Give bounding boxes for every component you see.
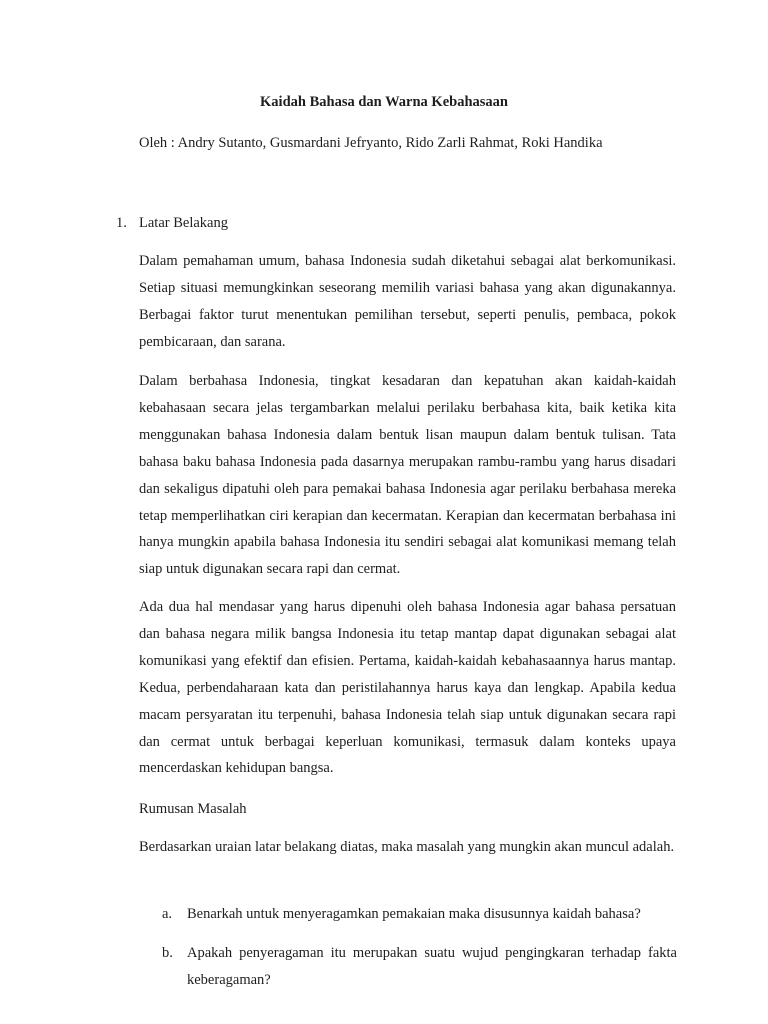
section-number: 1. [116, 215, 127, 231]
list-marker-b: b. [162, 945, 173, 961]
section-heading-latar-belakang: Latar Belakang [139, 215, 228, 231]
paragraph-rumusan-intro: Berdasarkan uraian latar belakang diatas, maka masalah yang mungkin akan muncul adalah. [139, 839, 675, 855]
list-item-a: Benarkah untuk menyeragamkan pemakaian maka disusunnya kaidah bahasa? [187, 906, 641, 922]
section-heading-rumusan-masalah: Rumusan Masalah [139, 801, 247, 817]
paragraph-2: Dalam berbahasa Indonesia, tingkat kesadaran dan kepatuhan akan kaidah-kaidah kebahasaan secara jelas tergambarkan melalui perilaku berbahasa kita, baik ketika kita menggunakan bahasa Indonesia dalam bentuk lisan maupun dalam bentuk tulisan. Tata bahasa baku bahasa Indonesia pada dasarnya merupakan rambu-rambu yang harus disadari dan sekaligus dipatuhi oleh para pemakai bahasa Indonesia agar perilaku berbahasa mereka tetap memperlihatkan ciri kerapian dan kecermatan. Kerapian dan kecermatan berbahasa ini hanya mungkin apabila bahasa Indonesia itu sendiri sebagai alat komunikasi memang telah siap untuk digunakan secara rapi dan cermat. [139, 373, 676, 578]
paragraph-3: Ada dua hal mendasar yang harus dipenuhi oleh bahasa Indonesia agar bahasa persatuan dan bahasa negara milik bangsa Indonesia itu tetap mantap dapat digunakan sebagai alat komunikasi yang efektif dan efisien. Pertama, kaidah-kaidah kebahasaannya harus mantap. Kedua, perbendaharaan kata dan peristilahannya harus kaya dan lengkap. Apabila kedua macam persyaratan itu terpenuhi, bahasa Indonesia telah siap untuk digunakan secara rapi dan cermat untuk berbagai keperluan komunikasi, termasuk dalam konteks upaya mencerdaskan kehidupan bangsa. [139, 599, 676, 777]
paragraph-1: Dalam pemahaman umum, bahasa Indonesia sudah diketahui sebagai alat berkomunikasi. Setiap situasi memungkinkan seseorang memilih variasi bahasa yang akan digunakannya. Berbagai faktor turut menentukan pemilihan tersebut, seperti penulis, pembaca, pokok pembicaraan, dan sarana. [139, 253, 676, 350]
list-marker-a: a. [162, 906, 173, 922]
document-title: Kaidah Bahasa dan Warna Kebahasaan [260, 94, 508, 110]
list-item-b: Apakah penyeragaman itu merupakan suatu wujud pengingkaran terhadap fakta keberagaman? [187, 945, 677, 988]
document-authors: Oleh : Andry Sutanto, Gusmardani Jefryanto, Rido Zarli Rahmat, Roki Handika [139, 135, 603, 151]
